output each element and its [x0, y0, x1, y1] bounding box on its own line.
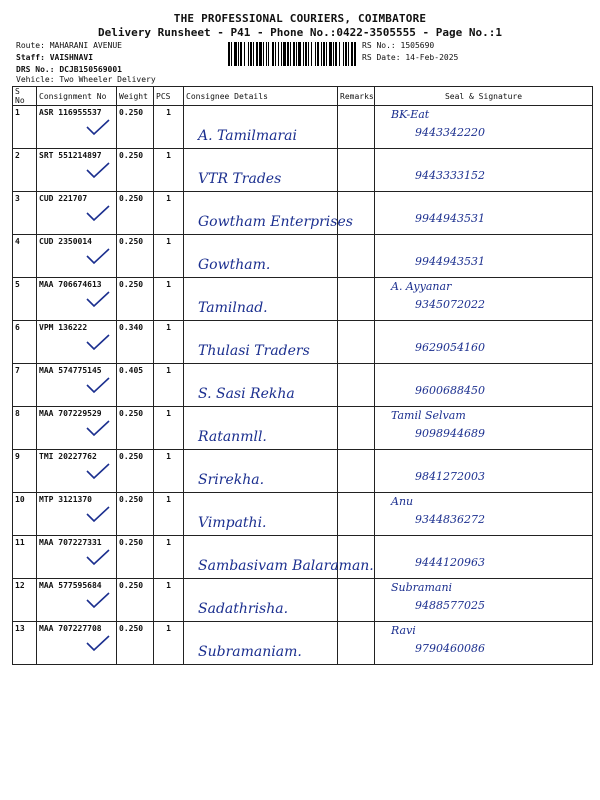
row-pcs: 1 [154, 407, 184, 450]
table-row [13, 536, 593, 579]
checkmark-icon [85, 505, 111, 523]
row-remarks [338, 235, 375, 278]
signature-name: Anu [391, 495, 414, 508]
row-sno: 10 [13, 493, 37, 536]
row-consignee [184, 407, 338, 450]
consignee-handwritten: A. Tamilmarai [198, 128, 297, 144]
col-header-signature: Seal & Signature [375, 87, 593, 106]
consignee-handwritten: S. Sasi Rekha [198, 386, 295, 402]
row-consignment-no: MAA 706674613 [37, 278, 117, 321]
signature-phone: 9443333152 [415, 169, 485, 182]
row-pcs: 1 [154, 192, 184, 235]
row-consignee [184, 149, 338, 192]
row-pcs: 1 [154, 493, 184, 536]
signature-name: Tamil Selvam [391, 409, 466, 422]
row-pcs: 1 [154, 536, 184, 579]
row-sno: 7 [13, 364, 37, 407]
vehicle-label: Vehicle: Two Wheeler Delivery [16, 75, 156, 84]
signature-name: BK-Eat [391, 108, 430, 121]
signature-phone: 9488577025 [415, 599, 485, 612]
row-consignment-no: VPM 136222 [37, 321, 117, 364]
signature-phone: 9443342220 [415, 126, 485, 139]
checkmark-icon [85, 462, 111, 480]
row-remarks [338, 622, 375, 665]
row-signature [375, 149, 593, 192]
row-sno: 11 [13, 536, 37, 579]
row-remarks [338, 536, 375, 579]
rs-date: RS Date: 14-Feb-2025 [362, 53, 459, 62]
signature-name: A. Ayyanar [391, 280, 452, 293]
row-sno: 2 [13, 149, 37, 192]
row-sno: 6 [13, 321, 37, 364]
signature-name: Ravi [391, 624, 416, 637]
row-remarks [338, 407, 375, 450]
consignee-handwritten: Gowtham. [198, 257, 271, 273]
row-remarks [338, 364, 375, 407]
row-pcs: 1 [154, 278, 184, 321]
col-header-consignee: Consignee Details [184, 87, 338, 106]
consignee-handwritten: Srirekha. [198, 472, 265, 488]
checkmark-icon [85, 204, 111, 222]
row-consignee [184, 278, 338, 321]
row-consignee [184, 364, 338, 407]
row-sno: 8 [13, 407, 37, 450]
consignee-handwritten: Tamilnad. [198, 300, 268, 316]
table-row [13, 579, 593, 622]
signature-phone: 9944943531 [415, 212, 485, 225]
checkmark-icon [85, 548, 111, 566]
row-pcs: 1 [154, 235, 184, 278]
row-pcs: 1 [154, 321, 184, 364]
rs-number: RS No.: 1505690 [362, 41, 435, 50]
row-weight: 0.405 [117, 364, 154, 407]
row-signature [375, 536, 593, 579]
row-consignment-no: CUD 221707 [37, 192, 117, 235]
barcode-image [228, 42, 356, 66]
row-signature [375, 106, 593, 149]
row-pcs: 1 [154, 106, 184, 149]
row-sno: 3 [13, 192, 37, 235]
signature-phone: 9629054160 [415, 341, 485, 354]
checkmark-icon [85, 419, 111, 437]
row-consignment-no: MAA 577595684 [37, 579, 117, 622]
row-sno: 4 [13, 235, 37, 278]
signature-phone: 9600688450 [415, 384, 485, 397]
row-consignment-no: CUD 2350014 [37, 235, 117, 278]
row-consignment-no: MAA 707227331 [37, 536, 117, 579]
row-weight: 0.250 [117, 407, 154, 450]
row-weight: 0.250 [117, 235, 154, 278]
row-sno: 5 [13, 278, 37, 321]
staff-label: Staff: VAISHNAVI [16, 53, 94, 62]
table-row [13, 493, 593, 536]
row-pcs: 1 [154, 579, 184, 622]
table-row [13, 149, 593, 192]
consignee-handwritten: Subramaniam. [198, 644, 302, 660]
row-remarks [338, 321, 375, 364]
table-row [13, 235, 593, 278]
row-consignment-no: MTP 3121370 [37, 493, 117, 536]
consignee-handwritten: Sadathrisha. [198, 601, 289, 617]
table-row [13, 622, 593, 665]
row-weight: 0.250 [117, 450, 154, 493]
checkmark-icon [85, 333, 111, 351]
table-row [13, 278, 593, 321]
checkmark-icon [85, 591, 111, 609]
row-pcs: 1 [154, 149, 184, 192]
runsheet-title: THE PROFESSIONAL COURIERS, COIMBATORE [173, 12, 427, 25]
consignee-handwritten: Thulasi Traders [198, 343, 310, 359]
row-remarks [338, 106, 375, 149]
col-header-remarks: Remarks [338, 87, 375, 106]
row-weight: 0.250 [117, 536, 154, 579]
row-weight: 0.250 [117, 149, 154, 192]
row-signature [375, 407, 593, 450]
checkmark-icon [85, 290, 111, 308]
col-header-consignment: Consignment No [37, 87, 117, 106]
row-consignee [184, 235, 338, 278]
row-remarks [338, 192, 375, 235]
table-row [13, 192, 593, 235]
row-sno: 9 [13, 450, 37, 493]
row-signature [375, 450, 593, 493]
row-sno: 1 [13, 106, 37, 149]
row-signature [375, 321, 593, 364]
row-remarks [338, 149, 375, 192]
row-signature [375, 235, 593, 278]
row-consignee [184, 536, 374, 579]
row-consignee [184, 622, 338, 665]
row-signature [375, 493, 593, 536]
table-row [13, 321, 593, 364]
row-weight: 0.250 [117, 192, 154, 235]
row-signature [375, 579, 593, 622]
table-row [13, 106, 593, 149]
row-consignee [184, 192, 353, 235]
row-consignee [184, 493, 338, 536]
row-consignment-no: TMI 20227762 [37, 450, 117, 493]
row-consignee [184, 450, 338, 493]
table-row [13, 364, 593, 407]
row-consignment-no: MAA 707229529 [37, 407, 117, 450]
row-pcs: 1 [154, 364, 184, 407]
row-consignment-no: SRT 551214897 [37, 149, 117, 192]
row-remarks [338, 278, 375, 321]
checkmark-icon [85, 634, 111, 652]
signature-phone: 9098944689 [415, 427, 485, 440]
row-signature [375, 622, 593, 665]
checkmark-icon [85, 376, 111, 394]
row-consignment-no: ASR 116955537 [37, 106, 117, 149]
row-pcs: 1 [154, 622, 184, 665]
row-consignment-no: MAA 574775145 [37, 364, 117, 407]
table-row [13, 450, 593, 493]
checkmark-icon [85, 118, 111, 136]
drs-number: DRS No.: DCJB150569001 [16, 65, 122, 74]
signature-name: Subramani [391, 581, 453, 594]
row-consignee [184, 321, 338, 364]
col-header-pcs: PCS [154, 87, 184, 106]
row-remarks [338, 579, 375, 622]
row-remarks [338, 493, 375, 536]
row-signature [375, 192, 593, 235]
signature-phone: 9790460086 [415, 642, 485, 655]
signature-phone: 9944943531 [415, 255, 485, 268]
row-consignee [184, 106, 338, 149]
row-weight: 0.250 [117, 493, 154, 536]
signature-phone: 9345072022 [415, 298, 485, 311]
row-weight: 0.250 [117, 622, 154, 665]
signature-phone: 9344836272 [415, 513, 485, 526]
row-consignment-no: MAA 707227708 [37, 622, 117, 665]
consignee-handwritten: Gowtham Enterprises [198, 214, 353, 230]
col-header-sno: S No [13, 87, 37, 106]
consignee-handwritten: Vimpathi. [198, 515, 267, 531]
row-weight: 0.250 [117, 278, 154, 321]
row-remarks [338, 450, 375, 493]
table-header-row [13, 87, 593, 106]
row-signature [375, 364, 593, 407]
row-weight: 0.340 [117, 321, 154, 364]
checkmark-icon [85, 247, 111, 265]
row-sno: 12 [13, 579, 37, 622]
row-sno: 13 [13, 622, 37, 665]
route-label: Route: MAHARANI AVENUE [16, 41, 122, 50]
row-weight: 0.250 [117, 579, 154, 622]
row-pcs: 1 [154, 450, 184, 493]
checkmark-icon [85, 161, 111, 179]
runsheet-subtitle: Delivery Runsheet - P41 - Phone No.:0422-3505555 - Page No.:1 [98, 26, 502, 39]
signature-phone: 9841272003 [415, 470, 485, 483]
consignee-handwritten: VTR Trades [198, 171, 282, 187]
row-consignee [184, 579, 338, 622]
consignee-handwritten: Sambasivam Balaraman. [198, 558, 374, 574]
signature-phone: 9444120963 [415, 556, 485, 569]
consignee-handwritten: Ratanmll. [198, 429, 267, 445]
row-weight: 0.250 [117, 106, 154, 149]
row-signature [375, 278, 593, 321]
col-header-weight: Weight [117, 87, 154, 106]
runsheet-table [12, 86, 593, 665]
table-row [13, 407, 593, 450]
